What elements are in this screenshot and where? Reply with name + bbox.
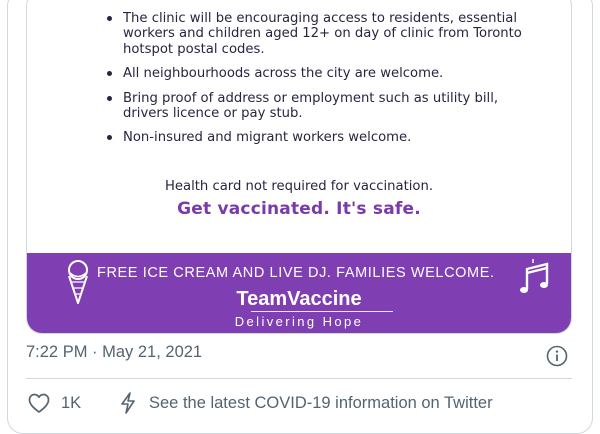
- brand-subtitle: Delivering Hope: [234, 314, 364, 329]
- tweet-media-image[interactable]: [26, 0, 572, 334]
- flyer-tagline: Get vaccinated. It's safe.: [177, 199, 421, 219]
- tweet-timestamp[interactable]: 7:22 PM · May 21, 2021: [26, 343, 203, 361]
- bullet-dot: [107, 71, 112, 76]
- bullet-dot: [107, 16, 112, 21]
- divider: [26, 378, 572, 379]
- tweet-actions: [28, 392, 588, 416]
- flyer-bullet: [105, 11, 525, 57]
- flyer-body: [27, 0, 571, 253]
- flyer-bullet: [105, 91, 525, 122]
- brand-underline: [251, 311, 393, 312]
- bullet-dot: [107, 135, 112, 140]
- banner-headline: FREE ICE CREAM AND LIVE DJ. FAMILIES WELCOME.: [97, 265, 495, 281]
- flyer-bullet-list: [105, 11, 525, 155]
- like-count[interactable]: 1K: [61, 394, 82, 412]
- bullet-text: The clinic will be encouraging access to residents, essential workers and children aged 12+ on day of clinic from Toronto hotspot postal codes.: [123, 11, 522, 57]
- flyer-bullet: [105, 130, 525, 145]
- flyer-banner: [27, 253, 571, 334]
- bullet-text: All neighbourhoods across the city are welcome.: [123, 66, 444, 82]
- heart-icon[interactable]: [28, 393, 50, 419]
- covid-info-link[interactable]: See the latest COVID-19 information on Twitter: [149, 394, 493, 412]
- health-card-note: Health card not required for vaccination.: [164, 179, 434, 194]
- lightning-bolt-icon: [120, 392, 136, 419]
- flyer-bullet: [105, 66, 525, 81]
- bullet-text: Bring proof of address or employment such as utility bill, drivers licence or pay stub.: [123, 90, 499, 122]
- brand-name: TeamVaccine: [236, 288, 362, 310]
- info-icon[interactable]: [546, 345, 568, 372]
- bullet-text: Non-insured and migrant workers welcome.: [123, 130, 412, 146]
- bullet-dot: [107, 96, 112, 101]
